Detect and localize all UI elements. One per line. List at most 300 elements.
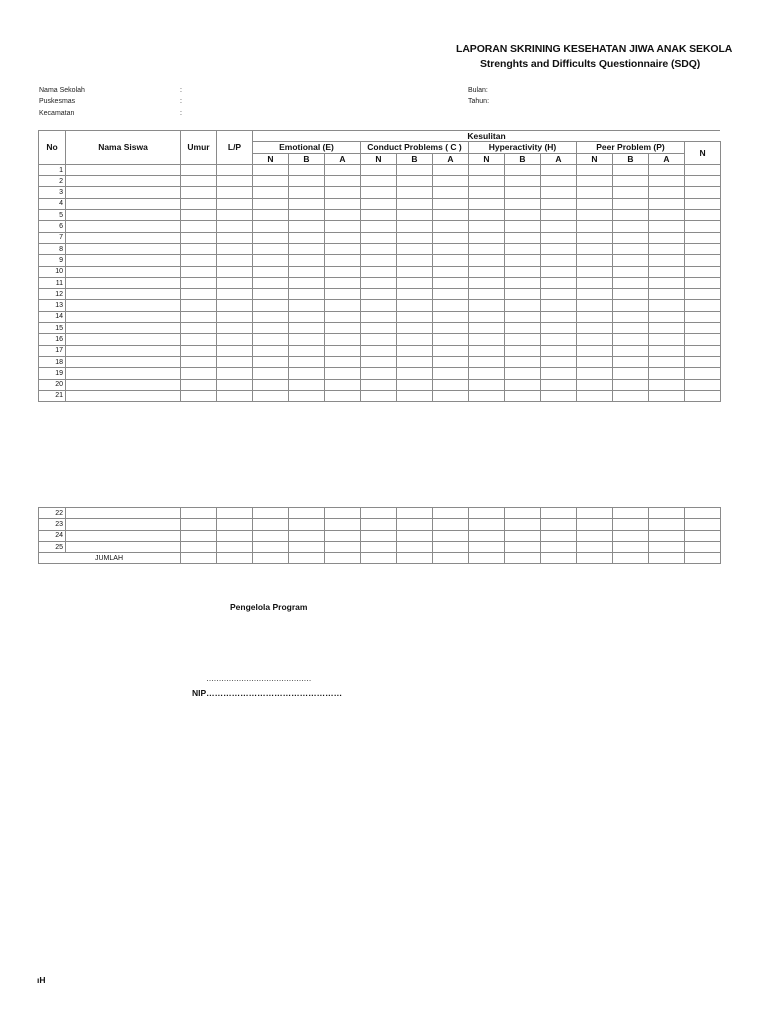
table-cell[interactable] [505,198,541,209]
table-cell[interactable] [541,390,577,401]
table-cell[interactable] [181,553,217,564]
table-cell[interactable] [541,345,577,356]
table-cell[interactable] [649,243,685,254]
table-cell[interactable] [397,300,433,311]
table-cell[interactable] [541,300,577,311]
table-cell[interactable] [649,187,685,198]
table-cell[interactable] [325,323,361,334]
table-cell[interactable] [253,323,289,334]
table-cell[interactable] [217,210,253,221]
table-cell[interactable] [361,277,397,288]
table-cell[interactable] [181,232,217,243]
table-cell[interactable] [397,508,433,519]
table-cell[interactable] [66,232,181,243]
table-cell[interactable] [469,266,505,277]
table-cell[interactable] [433,300,469,311]
table-cell[interactable] [505,277,541,288]
table-cell[interactable] [685,232,721,243]
table-cell[interactable] [66,221,181,232]
table-cell[interactable] [361,323,397,334]
table-cell[interactable] [613,390,649,401]
table-cell[interactable] [361,255,397,266]
table-cell[interactable] [217,541,253,552]
table-cell[interactable] [397,379,433,390]
table-cell[interactable] [613,164,649,175]
table-cell[interactable] [253,300,289,311]
table-cell[interactable] [433,519,469,530]
table-cell[interactable] [66,508,181,519]
table-cell[interactable] [217,187,253,198]
table-cell[interactable] [253,345,289,356]
table-cell[interactable] [181,311,217,322]
table-cell[interactable] [541,530,577,541]
table-cell[interactable] [361,221,397,232]
table-cell[interactable] [397,187,433,198]
table-cell[interactable] [253,255,289,266]
table-cell[interactable] [541,311,577,322]
table-cell[interactable] [469,334,505,345]
table-cell[interactable] [217,266,253,277]
table-cell[interactable] [685,277,721,288]
table-cell[interactable] [289,508,325,519]
table-cell[interactable] [613,379,649,390]
table-cell[interactable] [217,334,253,345]
table-cell[interactable] [325,176,361,187]
table-cell[interactable] [541,210,577,221]
table-cell[interactable] [649,277,685,288]
table-cell[interactable] [613,368,649,379]
table-cell[interactable] [397,390,433,401]
table-cell[interactable] [181,255,217,266]
table-cell[interactable] [469,508,505,519]
table-cell[interactable] [181,289,217,300]
table-cell[interactable] [577,255,613,266]
table-cell[interactable] [397,176,433,187]
table-cell[interactable] [505,553,541,564]
table-cell[interactable] [253,210,289,221]
table-cell[interactable] [685,368,721,379]
table-cell[interactable] [685,164,721,175]
table-cell[interactable] [613,255,649,266]
table-cell[interactable] [577,243,613,254]
table-cell[interactable] [217,311,253,322]
table-cell[interactable] [397,553,433,564]
table-cell[interactable] [325,379,361,390]
table-cell[interactable] [685,390,721,401]
table-cell[interactable] [66,176,181,187]
table-cell[interactable] [433,255,469,266]
table-cell[interactable] [649,368,685,379]
table-cell[interactable] [181,210,217,221]
table-cell[interactable] [289,289,325,300]
table-cell[interactable] [613,553,649,564]
table-cell[interactable] [361,232,397,243]
table-cell[interactable] [541,255,577,266]
table-cell[interactable] [541,187,577,198]
table-cell[interactable] [325,232,361,243]
table-cell[interactable] [66,334,181,345]
table-cell[interactable] [397,519,433,530]
table-cell[interactable] [397,277,433,288]
table-cell[interactable] [361,289,397,300]
table-cell[interactable] [541,356,577,367]
table-cell[interactable] [325,345,361,356]
table-cell[interactable] [397,232,433,243]
table-cell[interactable] [361,553,397,564]
table-cell[interactable] [253,541,289,552]
table-cell[interactable] [541,198,577,209]
table-cell[interactable] [433,311,469,322]
table-cell[interactable] [181,519,217,530]
table-cell[interactable] [433,541,469,552]
table-cell[interactable] [613,519,649,530]
table-cell[interactable] [649,300,685,311]
table-cell[interactable] [181,334,217,345]
table-cell[interactable] [325,519,361,530]
table-cell[interactable] [505,300,541,311]
table-cell[interactable] [685,300,721,311]
table-cell[interactable] [361,334,397,345]
table-cell[interactable] [469,210,505,221]
table-cell[interactable] [217,508,253,519]
table-cell[interactable] [469,300,505,311]
table-cell[interactable] [289,255,325,266]
table-cell[interactable] [66,164,181,175]
table-cell[interactable] [181,379,217,390]
table-cell[interactable] [66,379,181,390]
table-cell[interactable] [325,187,361,198]
table-cell[interactable] [289,530,325,541]
table-cell[interactable] [253,198,289,209]
table-cell[interactable] [685,356,721,367]
table-cell[interactable] [66,368,181,379]
table-cell[interactable] [325,277,361,288]
table-cell[interactable] [217,176,253,187]
table-cell[interactable] [66,356,181,367]
table-cell[interactable] [685,210,721,221]
table-cell[interactable] [613,323,649,334]
table-cell[interactable] [649,553,685,564]
table-cell[interactable] [289,266,325,277]
table-cell[interactable] [181,323,217,334]
table-cell[interactable] [325,198,361,209]
table-cell[interactable] [685,519,721,530]
table-cell[interactable] [397,243,433,254]
table-cell[interactable] [289,311,325,322]
table-cell[interactable] [217,323,253,334]
table-cell[interactable] [577,323,613,334]
table-cell[interactable] [469,232,505,243]
table-cell[interactable] [505,176,541,187]
table-cell[interactable] [289,187,325,198]
table-cell[interactable] [469,323,505,334]
table-cell[interactable] [649,519,685,530]
table-cell[interactable] [325,210,361,221]
table-cell[interactable] [541,553,577,564]
table-cell[interactable] [217,356,253,367]
table-cell[interactable] [505,390,541,401]
table-cell[interactable] [505,323,541,334]
table-cell[interactable] [649,210,685,221]
table-cell[interactable] [433,164,469,175]
table-cell[interactable] [433,289,469,300]
table-cell[interactable] [361,187,397,198]
table-cell[interactable] [66,530,181,541]
table-cell[interactable] [253,553,289,564]
table-cell[interactable] [289,300,325,311]
table-cell[interactable] [181,390,217,401]
table-cell[interactable] [505,368,541,379]
table-cell[interactable] [181,221,217,232]
table-cell[interactable] [433,210,469,221]
table-cell[interactable] [217,300,253,311]
table-cell[interactable] [577,176,613,187]
table-cell[interactable] [613,198,649,209]
table-cell[interactable] [217,232,253,243]
table-cell[interactable] [505,243,541,254]
table-cell[interactable] [433,530,469,541]
table-cell[interactable] [577,289,613,300]
table-cell[interactable] [541,323,577,334]
table-cell[interactable] [577,300,613,311]
table-cell[interactable] [66,390,181,401]
table-cell[interactable] [505,221,541,232]
table-cell[interactable] [361,519,397,530]
table-cell[interactable] [361,508,397,519]
table-cell[interactable] [649,266,685,277]
table-cell[interactable] [361,368,397,379]
table-cell[interactable] [181,266,217,277]
table-cell[interactable] [217,519,253,530]
table-cell[interactable] [649,334,685,345]
table-cell[interactable] [649,379,685,390]
table-cell[interactable] [613,356,649,367]
table-cell[interactable] [649,311,685,322]
table-cell[interactable] [541,334,577,345]
table-cell[interactable] [253,379,289,390]
table-cell[interactable] [181,176,217,187]
table-cell[interactable] [577,210,613,221]
table-cell[interactable] [649,198,685,209]
table-cell[interactable] [289,277,325,288]
table-cell[interactable] [253,232,289,243]
table-cell[interactable] [325,356,361,367]
table-cell[interactable] [217,164,253,175]
table-cell[interactable] [66,300,181,311]
table-cell[interactable] [649,345,685,356]
table-cell[interactable] [685,243,721,254]
table-cell[interactable] [361,243,397,254]
table-cell[interactable] [505,519,541,530]
table-cell[interactable] [397,255,433,266]
table-cell[interactable] [397,530,433,541]
table-cell[interactable] [361,379,397,390]
table-cell[interactable] [685,530,721,541]
table-cell[interactable] [649,541,685,552]
table-cell[interactable] [433,345,469,356]
table-cell[interactable] [469,356,505,367]
table-cell[interactable] [181,368,217,379]
table-cell[interactable] [649,508,685,519]
table-cell[interactable] [613,221,649,232]
table-cell[interactable] [469,289,505,300]
table-cell[interactable] [469,243,505,254]
table-cell[interactable] [325,368,361,379]
table-cell[interactable] [541,221,577,232]
table-cell[interactable] [217,530,253,541]
table-cell[interactable] [577,221,613,232]
table-cell[interactable] [577,345,613,356]
table-cell[interactable] [181,345,217,356]
table-cell[interactable] [505,255,541,266]
table-cell[interactable] [325,164,361,175]
table-cell[interactable] [289,368,325,379]
table-cell[interactable] [613,277,649,288]
table-cell[interactable] [433,187,469,198]
table-cell[interactable] [577,232,613,243]
table-cell[interactable] [397,345,433,356]
table-cell[interactable] [253,221,289,232]
table-cell[interactable] [217,243,253,254]
table-cell[interactable] [505,508,541,519]
table-cell[interactable] [217,390,253,401]
table-cell[interactable] [66,210,181,221]
table-cell[interactable] [289,334,325,345]
table-cell[interactable] [361,300,397,311]
table-cell[interactable] [577,368,613,379]
table-cell[interactable] [685,187,721,198]
table-cell[interactable] [613,210,649,221]
table-cell[interactable] [253,176,289,187]
table-cell[interactable] [577,508,613,519]
table-cell[interactable] [181,530,217,541]
table-cell[interactable] [469,519,505,530]
table-cell[interactable] [361,390,397,401]
table-cell[interactable] [361,164,397,175]
table-cell[interactable] [649,221,685,232]
table-cell[interactable] [253,277,289,288]
table-cell[interactable] [433,356,469,367]
table-cell[interactable] [433,266,469,277]
table-cell[interactable] [685,541,721,552]
table-cell[interactable] [649,176,685,187]
table-cell[interactable] [469,255,505,266]
table-cell[interactable] [253,508,289,519]
table-cell[interactable] [685,221,721,232]
table-cell[interactable] [469,541,505,552]
table-cell[interactable] [433,277,469,288]
table-cell[interactable] [649,232,685,243]
table-cell[interactable] [469,345,505,356]
table-cell[interactable] [505,530,541,541]
table-cell[interactable] [289,210,325,221]
table-cell[interactable] [469,379,505,390]
table-cell[interactable] [505,266,541,277]
table-cell[interactable] [181,300,217,311]
table-cell[interactable] [289,221,325,232]
table-cell[interactable] [397,356,433,367]
table-cell[interactable] [289,243,325,254]
table-cell[interactable] [289,232,325,243]
table-cell[interactable] [541,164,577,175]
table-cell[interactable] [685,289,721,300]
table-cell[interactable] [397,198,433,209]
table-cell[interactable] [469,187,505,198]
table-cell[interactable] [469,277,505,288]
table-cell[interactable] [325,334,361,345]
table-cell[interactable] [325,300,361,311]
table-cell[interactable] [217,277,253,288]
table-cell[interactable] [469,530,505,541]
table-cell[interactable] [541,243,577,254]
table-cell[interactable] [325,311,361,322]
table-cell[interactable] [217,345,253,356]
table-cell[interactable] [66,255,181,266]
table-cell[interactable] [505,334,541,345]
table-cell[interactable] [325,530,361,541]
table-cell[interactable] [541,541,577,552]
table-cell[interactable] [253,289,289,300]
table-cell[interactable] [685,345,721,356]
table-cell[interactable] [361,530,397,541]
table-cell[interactable] [649,390,685,401]
table-cell[interactable] [541,289,577,300]
table-cell[interactable] [66,311,181,322]
table-cell[interactable] [217,553,253,564]
table-cell[interactable] [577,187,613,198]
table-cell[interactable] [685,323,721,334]
table-cell[interactable] [541,176,577,187]
table-cell[interactable] [433,323,469,334]
table-cell[interactable] [469,368,505,379]
table-cell[interactable] [505,345,541,356]
table-cell[interactable] [253,266,289,277]
table-cell[interactable] [253,368,289,379]
table-cell[interactable] [361,356,397,367]
table-cell[interactable] [289,345,325,356]
table-cell[interactable] [505,356,541,367]
table-cell[interactable] [361,176,397,187]
table-cell[interactable] [541,368,577,379]
table-cell[interactable] [66,289,181,300]
table-cell[interactable] [685,334,721,345]
table-cell[interactable] [217,198,253,209]
table-cell[interactable] [181,164,217,175]
table-cell[interactable] [505,311,541,322]
table-cell[interactable] [289,164,325,175]
table-cell[interactable] [505,541,541,552]
table-cell[interactable] [66,266,181,277]
table-cell[interactable] [361,266,397,277]
table-cell[interactable] [577,164,613,175]
table-cell[interactable] [613,187,649,198]
table-cell[interactable] [613,300,649,311]
table-cell[interactable] [613,541,649,552]
table-cell[interactable] [361,345,397,356]
table-cell[interactable] [505,379,541,390]
table-cell[interactable] [253,311,289,322]
table-cell[interactable] [505,210,541,221]
table-cell[interactable] [253,243,289,254]
table-cell[interactable] [325,221,361,232]
table-cell[interactable] [217,255,253,266]
table-cell[interactable] [325,553,361,564]
table-cell[interactable] [397,541,433,552]
table-cell[interactable] [577,390,613,401]
table-cell[interactable] [685,379,721,390]
table-cell[interactable] [397,221,433,232]
table-cell[interactable] [433,243,469,254]
